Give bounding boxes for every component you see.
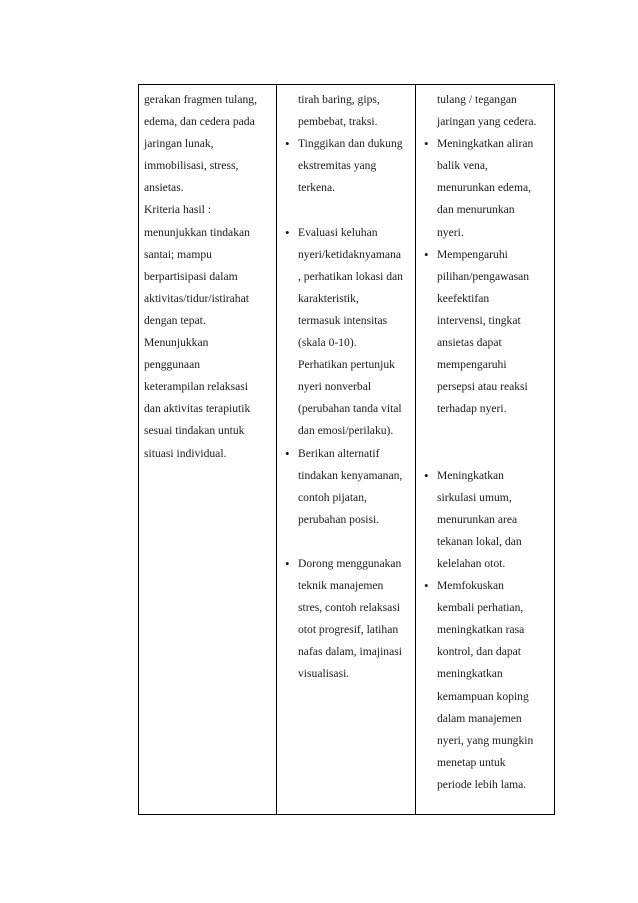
bullet-item-line: • Tinggikan dan dukung xyxy=(281,133,412,155)
text-line: perubahan posisi. xyxy=(298,512,380,526)
text-line: nyeri. xyxy=(437,225,464,239)
nursing-care-table xyxy=(138,84,555,815)
bullet-item-line: • Dorong menggunakan xyxy=(281,553,412,575)
column-rationale xyxy=(416,85,555,815)
text-line: keefektifan xyxy=(437,291,490,305)
text-line: menetap untuk xyxy=(437,755,506,769)
text-line: balik vena, xyxy=(437,159,488,173)
intervention-text xyxy=(281,89,412,686)
text-line: Menunjukkan xyxy=(144,336,209,350)
bullet-item-line: • Memfokuskan xyxy=(420,575,551,597)
text-line: otot progresif, latihan xyxy=(298,623,399,637)
text-line: tindakan kenyamanan, xyxy=(298,468,403,482)
text-line: penggunaan xyxy=(144,358,201,372)
blank-line xyxy=(420,443,551,465)
text-line: pilihan/pengawasan xyxy=(437,269,530,283)
column-outcome xyxy=(139,85,277,815)
text-line: dan menurunkan xyxy=(437,203,515,217)
bullet-item-line: • Meningkatkan xyxy=(420,465,551,487)
text-line: menurunkan edema, xyxy=(437,181,532,195)
text-line: periode lebih lama. xyxy=(437,777,527,791)
text-line: teknik manajemen xyxy=(298,579,384,593)
text-line: dalam manajemen xyxy=(437,711,522,725)
bullet-item-line: • Mempengaruhi xyxy=(420,244,551,266)
text-line: termasuk intensitas xyxy=(298,313,388,327)
text-line: berpartisipasi dalam xyxy=(144,269,238,283)
text-line: karakteristik, xyxy=(298,291,359,305)
text-line: situasi individual. xyxy=(144,446,227,460)
text-line: nyeri nonverbal xyxy=(298,380,372,394)
text-line: terkena. xyxy=(298,181,336,195)
outcome-text xyxy=(144,89,273,465)
text-line: Perhatikan pertunjuk xyxy=(298,358,395,372)
blank-line xyxy=(281,199,412,221)
text-line: intervensi, tingkat xyxy=(437,313,521,327)
text-line: meningkatkan rasa xyxy=(437,623,525,637)
text-line: sirkulasi umum, xyxy=(437,490,512,504)
text-line: tulang / tegangan xyxy=(437,93,517,106)
blank-line xyxy=(420,420,551,442)
text-line: meningkatkan xyxy=(437,667,503,681)
text-line: aktivitas/tidur/istirahat xyxy=(144,291,249,305)
text-line: stres, contoh relaksasi xyxy=(298,601,401,615)
text-line: sesuai tindakan untuk xyxy=(144,424,245,438)
text-line: dengan tepat. xyxy=(144,313,206,327)
text-line: nafas dalam, imajinasi xyxy=(298,645,402,659)
text-line: santai; mampu xyxy=(144,247,212,261)
text-line: kontrol, dan dapat xyxy=(437,645,522,659)
text-line: (skala 0-10). xyxy=(298,336,357,350)
text-line: kembali perhatian, xyxy=(437,601,524,615)
text-line: kemampuan koping xyxy=(437,689,529,703)
text-line: jaringan yang cedera. xyxy=(437,115,537,129)
text-line: ansietas. xyxy=(144,181,184,195)
bullet-item-line: • Berikan alternatif xyxy=(281,443,412,465)
text-line: nyeri/ketidaknyamana xyxy=(298,247,402,261)
text-line: kelelahan otot. xyxy=(437,556,506,570)
text-line: jaringan lunak, xyxy=(144,137,214,151)
text-line: visualisasi. xyxy=(298,667,350,681)
text-line: terhadap nyeri. xyxy=(437,402,507,416)
bullet-item-line: • Meningkatkan aliran xyxy=(420,133,551,155)
text-line: dan aktivitas terapiutik xyxy=(144,402,251,416)
text-line: persepsi atau reaksi xyxy=(437,380,528,394)
table-row xyxy=(139,85,555,815)
text-line: nyeri, yang mungkin xyxy=(437,733,534,747)
text-line: dan emosi/perilaku). xyxy=(298,424,394,438)
text-line: menunjukkan tindakan xyxy=(144,225,250,239)
text-line: , perhatikan lokasi dan xyxy=(298,269,403,283)
text-line: keterampilan relaksasi xyxy=(144,380,248,394)
text-line: contoh pijatan, xyxy=(298,490,367,504)
text-line: ekstremitas yang xyxy=(298,159,377,173)
text-line: pembebat, traksi. xyxy=(298,115,378,129)
bullet-item-line: • Evaluasi keluhan xyxy=(281,222,412,244)
text-line: mempengaruhi xyxy=(437,358,507,372)
text-line: gerakan fragmen tulang, xyxy=(144,93,257,106)
text-line: (perubahan tanda vital xyxy=(298,402,402,416)
text-line: immobilisasi, stress, xyxy=(144,159,239,173)
text-line: tekanan lokal, dan xyxy=(437,534,522,548)
text-line: ansietas dapat xyxy=(437,336,502,350)
blank-line xyxy=(281,531,412,553)
rationale-text xyxy=(420,89,551,796)
text-line: Kriteria hasil : xyxy=(144,203,211,217)
text-line: menurunkan area xyxy=(437,512,518,526)
text-line: edema, dan cedera pada xyxy=(144,115,255,129)
text-line: tirah baring, gips, xyxy=(298,93,380,106)
column-intervention xyxy=(277,85,416,815)
